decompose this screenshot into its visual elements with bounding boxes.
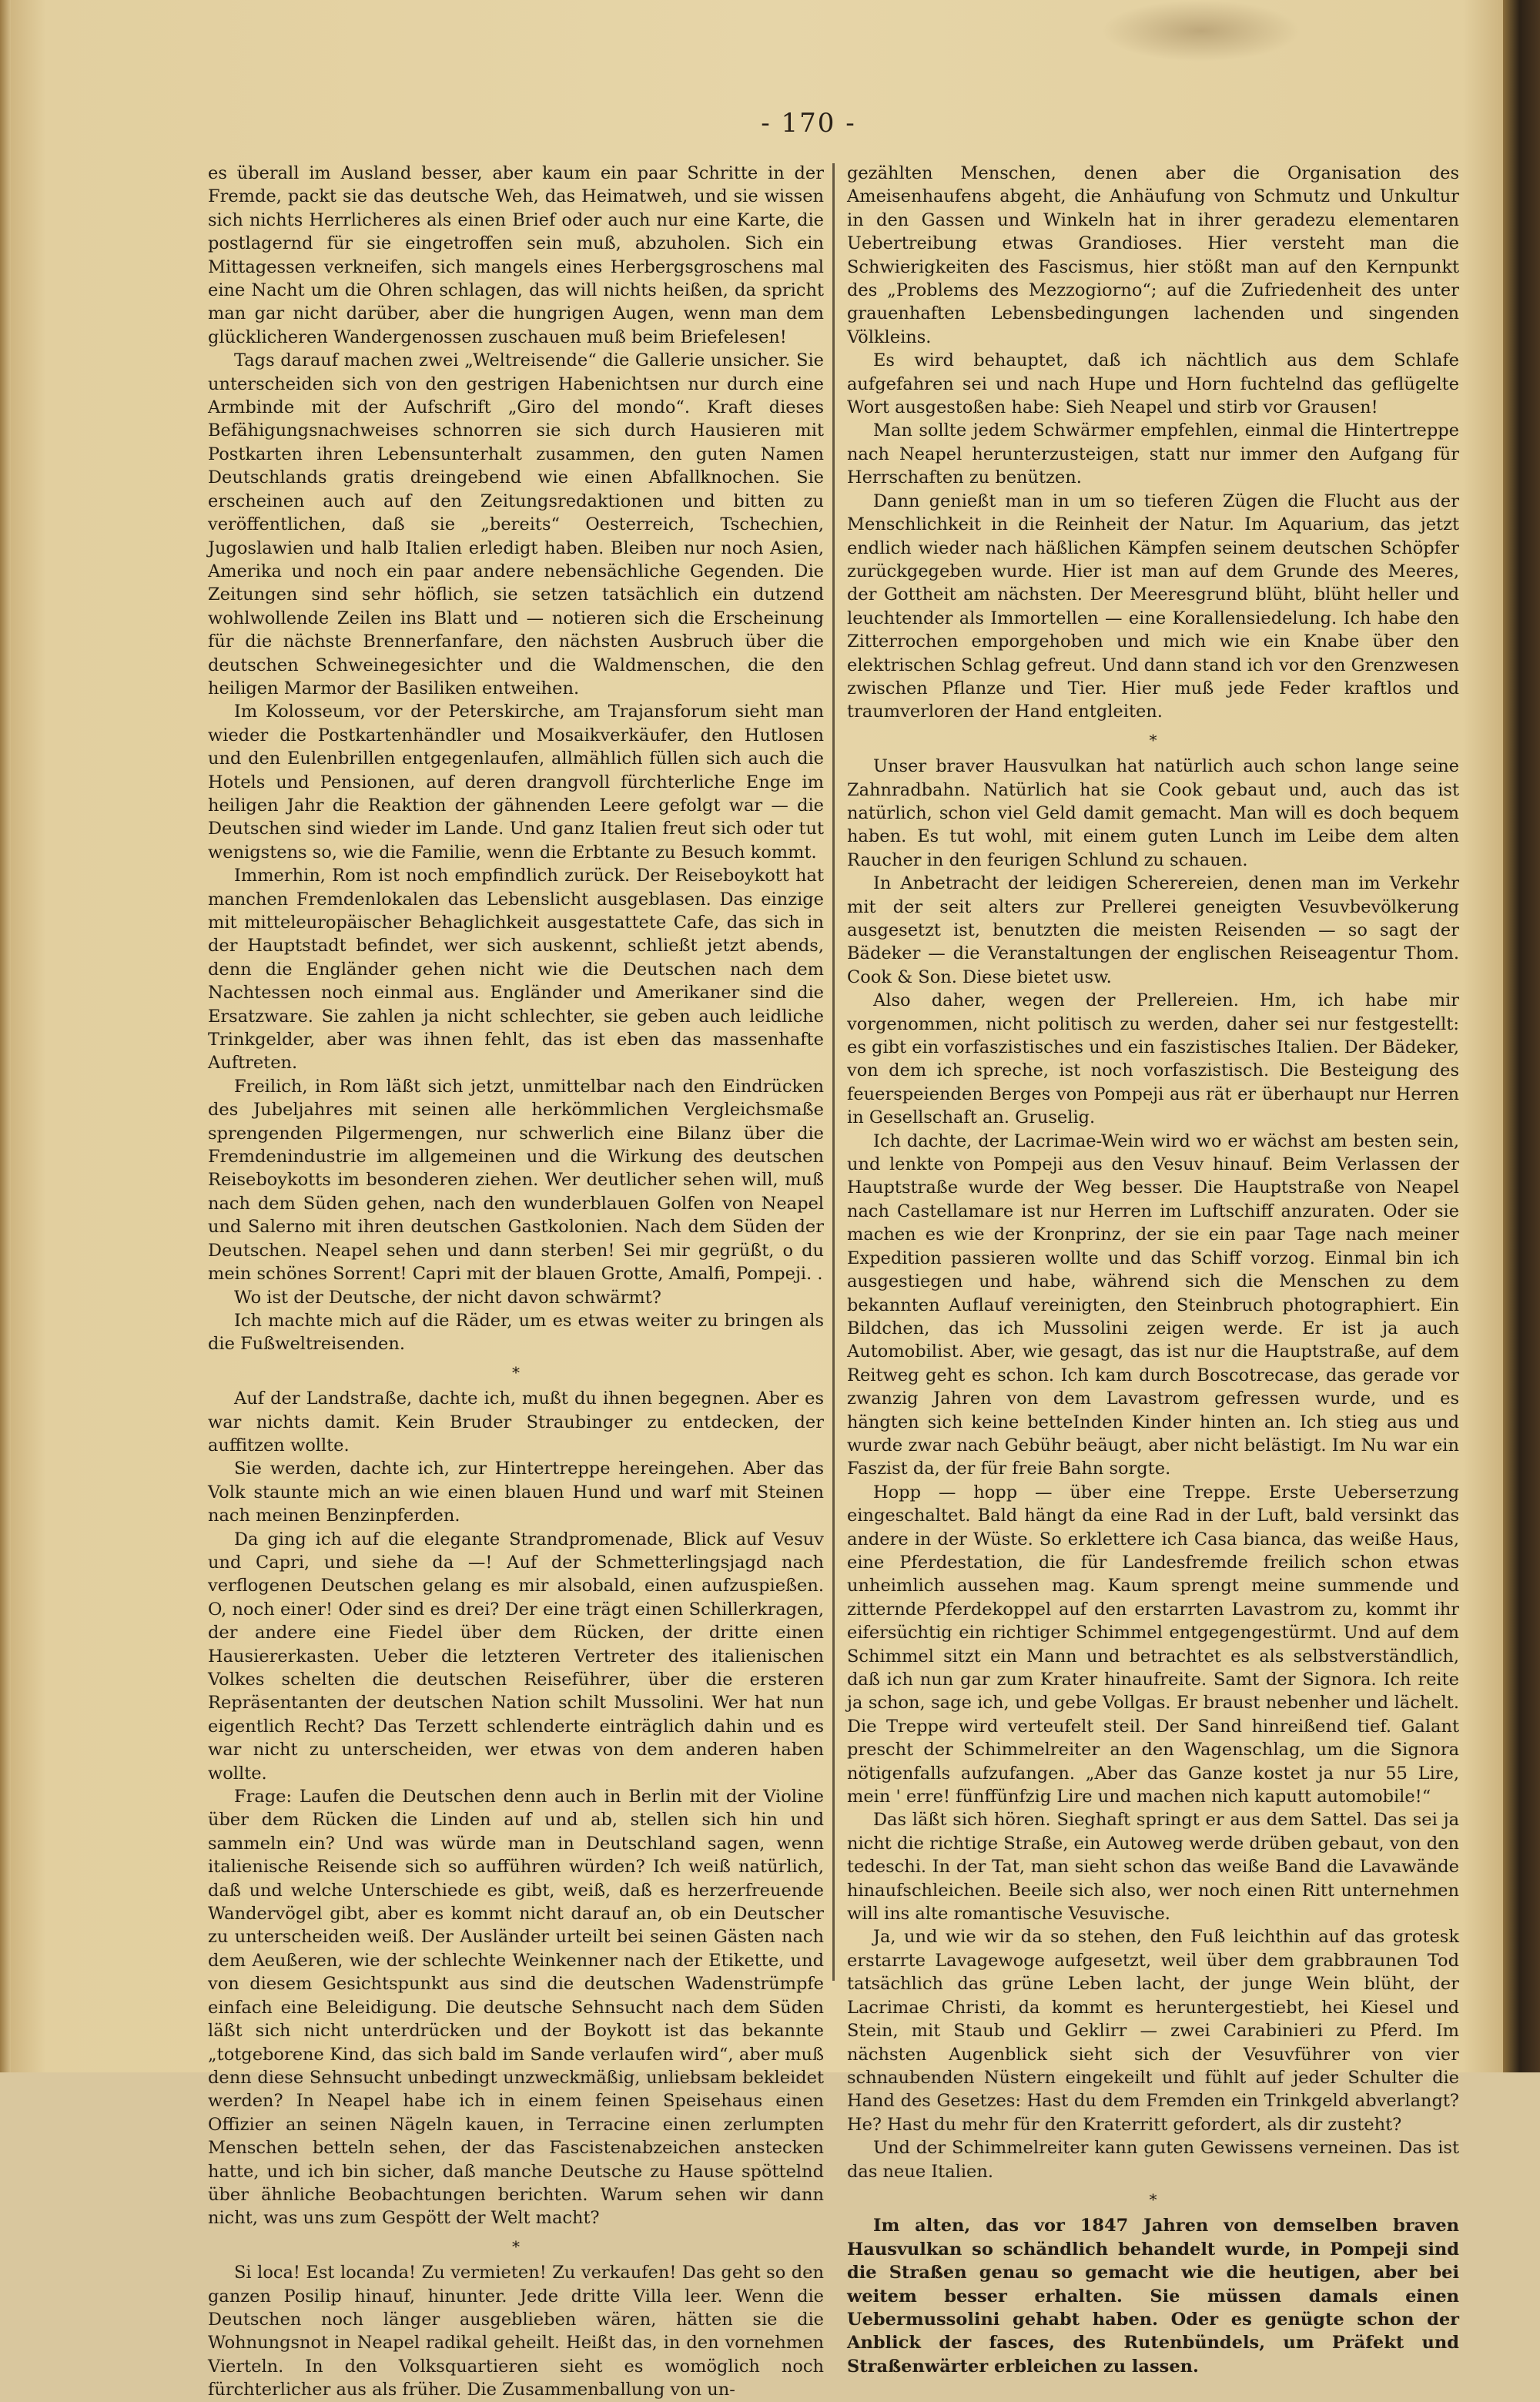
right-column xyxy=(847,162,1459,2378)
left-column xyxy=(208,162,824,2402)
paragraph: Da ging ich auf die elegante Strandpromenade, Blick auf Vesuv und Capri, und siehe da —! Auf der Schmetterlingsjagd nach verflogenen Deutschen gelang es mir alsobald, einen aufzuspießen. O, noch einer! Oder sind es drei? Der eine trägt einen Schillerkragen, der andere eine Fiedel über dem Rücken, der dritte einen Hausiererkasten. Ueber die letzteren Vertreter des italienischen Volkes schelten die deutschen Reiseführer, über die ersteren Repräsentanten der deutschen Nation schilt Mussolini. Wer hat nun eigentlich Recht? Das Terzett schlenderte einträglich dahin und es war nicht zu unterscheiden, wer etwas von dem anderen haben wollte. xyxy=(208,1529,824,1784)
page-edge-left xyxy=(0,0,11,2072)
paragraph: Auf der Landstraße, dachte ich, mußt du ihnen begegnen. Aber es war nichts damit. Kein Bruder Straubinger zu entdecken, der auffitzen wollte. xyxy=(208,1389,824,1456)
paragraph: In Anbetracht der leidigen Scherereien, denen man im Verkehr mit der seit alters zur Prellerei geneigten Vesuvbevölkerung ausgesetzt ist, benutzten die meisten Reisenden — so sagt der Bädeker — die Veranstaltungen der englischen Reiseagentur Thom. Cook & Son. Diese bietet usw. xyxy=(847,873,1459,987)
paragraph: Ja, und wie wir da so stehen, den Fuß leichthin auf das grotesk erstarrte Lavagewoge aufgesetzt, weil über dem grabbraunen Tod tatsächlich das grüne Leben lacht, der junge Wein blüht, der Lacrimae Christi, da kommt es heruntergestiebt, hei Kiesel und Stein, mit Staub und Geklirr — zwei Carabinieri zu Pferd. Im nächsten Augenblick sieht sich der Vesuvführer von vier schnaubenden Nüstern eingekeilt und fühlt auf jeder Schulter die Hand des Gesetzes: Hast du dem Fremden ein Trinkgeld abverlangt? He? Hast du mehr für den Kraterritt gefordert, als dir zusteht? xyxy=(847,1927,1459,2135)
paragraph: Man sollte jedem Schwärmer empfehlen, einmal die Hintertreppe nach Neapel herunterzusteigen, statt nur immer den Aufgang für Herrschaften zu benützen. xyxy=(847,420,1459,488)
paragraph: Tags darauf machen zwei „Weltreisende“ die Gallerie unsicher. Sie unterscheiden sich von den gestrigen Habenichtsen nur durch eine Armbinde mit der Aufschrift „Giro del mondo“. Kraft dieses Befähigungsnachweises schnorren sie sich durch Hausieren mit Postkarten ihren Lebensunterhalt zusammen, den guten Namen Deutschlands gratis dreingebend wie einen Abfallknochen. Sie erscheinen auch auf den Zeitungsredaktionen und bitten zu veröffentlichen, daß sie „bereits“ Oesterreich, Tschechien, Jugoslawien und halb Italien erledigt haben. Bleiben nur noch Asien, Amerika und noch ein paar andere nebensächliche Gegenden. Die Zeitungen sind sehr höflich, sie setzen tatsächlich ein dutzend wohlwollende Zeilen ins Blatt und — notieren sich die Erscheinung für die nächste Brennerfanfare, den nächsten Ausbruch über die deutschen Schweinegesichter und die Waldmenschen, die den heiligen Marmor der Basiliken entweihen. xyxy=(208,350,824,698)
section-divider-asterisk: * xyxy=(512,1362,520,1382)
section-divider-asterisk: * xyxy=(1149,2189,1157,2209)
paragraph: es überall im Ausland besser, aber kaum ein paar Schritte in der Fremde, packt sie das deutsche Weh, das Heimatweh, und sie wissen sich nichts Herrlicheres als einen Brief oder auch nur eine Karte, die postlagernd für sie eingetroffen sein muß, abzuholen. Sich ein Mittagessen verkneifen, sich mangels eines Herbergsgroschens mal eine Nacht um die Ohren schlagen, das will nichts heißen, da spricht man gar nicht darüber, aber die hungrigen Augen, wenn man dem glücklicheren Wandergenossen zuschauen muß beim Briefelesen! xyxy=(208,163,824,347)
paragraph: Im alten, das vor 1847 Jahren von demselben braven Hausvulkan so schändlich behandelt wurde, in Pompeji sind die Straßen genau so gemacht wie die heutigen, aber bei weitem besser erhalten. Sie müssen damals einen Uebermussolini gehabt haben. Oder es genügte schon der Anblick der fasces, des Rutenbündels, um Präfekt und Straßenwärter erbleichen zu lassen. xyxy=(847,2216,1459,2377)
page-number: - 170 - xyxy=(761,108,856,139)
paragraph: Es wird behauptet, daß ich nächtlich aus dem Schlafe aufgefahren sei und nach Hupe und Horn fuchtelnd das geflügelte Wort ausgestoßen habe: Sieh Neapel und stirb vor Grausen! xyxy=(847,350,1459,418)
paragraph: Frage: Laufen die Deutschen denn auch in Berlin mit der Violine über dem Rücken die Linden auf und ab, stellen sich hin und sammeln ein? Und was würde man in Deutschland sagen, wenn italienische Reisende sich so aufführen würden? Ich weiß natürlich, daß und welche Unterschiede es gibt, weiß, daß es herzerfreuende Wandervögel gibt, aber es kommt nicht darauf an, ob ein Deutscher zu unterscheiden weiß. Der Ausländer urteilt bei seinen Gästen nach dem Aeußeren, wie der schlechte Weinkenner nach der Etikette, und von diesem Gesichtspunkt aus sind die deutschen Wadenstrümpfe einfach eine Beleidigung. Die deutsche Sehnsucht nach dem Süden läßt sich nicht unterdrücken und der Boykott ist das bekannte „totgeborene Kind, das sich bald im Sande verlaufen wird“, aber muß denn diese Sehnsucht unbedingt unzweckmäßig, unliebsam bekleidet werden? In Neapel habe ich in einem feinen Speisehaus einen Offizier an seinen Nägeln kauen, in Terracine einen zerlumpten Menschen betteln sehen, der das Fascistenabzeichen anstecken hatte, und ich bin sicher, daß manche Deutsche zu Hause spöttelnd über ähnliche Beobachtungen berichten. Warum sehen wir dann nicht, was uns zum Gespött der Welt macht? xyxy=(208,1787,824,2229)
paragraph: Ich machte mich auf die Räder, um es etwas weiter zu bringen als die Fußweltreisenden. xyxy=(208,1310,824,1355)
paragraph: Ich dachte, der Lacrimae-Wein wird wo er wächst am besten sein, und lenkte von Pompeji aus den Vesuv hinauf. Beim Verlassen der Hauptstraße wurde der Weg besser. Die Hauptstraße von Neapel nach Castellamare ist nur Herren im Luftschiff anzuraten. Oder sie machen es wie der Kronprinz, der sie ein paar Tage nach meiner Expedition passieren wollte und das Schiff vorzog. Einmal bin ich ausgestiegen und habe, während sich die Menschen zu dem bekannten Auflauf vereinigten, den Steinbruch photographiert. Ein Bildchen, das ich Mussolini zeigen werde. Er ist ja auch Automobilist. Aber, wie gesagt, das ist nur die Hauptstraße, auf dem Reitweg geht es schon. Ich kam durch Boscotrecase, das gerade vor zwanzig Jahren von dem Lavastrom gefressen wurde, und es hängten sich keine betteInden Kinder hinten an. Ich stieg aus und wurde zwar nach Gebühr beäugt, aber nicht belästigt. Im Nu war ein Faszist da, der für freie Bahn sorgte. xyxy=(847,1131,1459,1479)
column-rule xyxy=(832,163,835,1981)
paragraph: Unser braver Hausvulkan hat natürlich auch schon lange seine Zahnradbahn. Natürlich hat sie Cook gebaut und, auch das ist natürlich, schon viel Geld damit gemacht. Man will es doch bequem haben. Es tut wohl, mit einem guten Lunch im Leibe dem alten Raucher in den feurigen Schlund zu schauen. xyxy=(847,756,1459,870)
paragraph: Hopp — hopp — über eine Treppe. Erste Ueberseтzung eingeschaltet. Bald hängt da eine Rad in der Luft, bald versinkt das andere in der Wüste. So erklettere ich Casa bianca, das weiße Haus, eine Pferdestation, die für Landesfremde freilich schon etwas unheimlich aussehen mag. Kaum sprengt meine summende und zitternde Pferdekoppel auf den erstarrten Lavastrom zu, kommt ihr eifersüchtig ein richtiger Schimmel entgegengestürmt. Und auf dem Schimmel sitzt ein Mann und betrachtet es als selbstverständlich, daß ich nun gar zum Krater hinaufreite. Samt der Signora. Ich reite ja schon, sage ich, und gebe Vollgas. Er braust nebenher und lächelt. Die Treppe wird verteufelt steil. Der Sand hinreißend tief. Galant prescht der Schimmelreiter an den Wagenschlag, um die Signora nötigenfalls aufzufangen. „Aber das Ganze kostet ja nur 55 Lire, mein ' erre! fünffünfzig Lire und machen nich kaputt automobile!“ xyxy=(847,1482,1459,1807)
paragraph: Im Kolosseum, vor der Peterskirche, am Trajansforum sieht man wieder die Postkartenhändler und Mosaikverkäufer, den Hutlosen und den Eulenbrillen entgegenlaufen, allmählich füllen sich auch die Hotels und Pensionen, auf deren drangvoll fürchterliche Enge im heiligen Jahr die Reaktion der gähnenden Leere gefolgt war — die Deutschen sind wieder im Lande. Und ganz Italien freut sich oder tut wenigstens so, wie die Familie, wenn die Erbtante zu Besuch kommt. xyxy=(208,702,824,863)
paragraph: Si loca! Est locanda! Zu vermieten! Zu verkaufen! Das geht so den ganzen Posilip hinauf, hinunter. Jede dritte Villa leer. Wenn die Deutschen noch länger ausgeblieben wären, hätten sie die Wohnungsnot in Neapel radikal geheilt. Heißt das, in den vornehmen Vierteln. In den Volksquartieren sieht es womöglich noch fürchterlicher aus als früher. Die Zusammenballung von un- xyxy=(208,2263,824,2400)
paragraph: Wo ist der Deutsche, der nicht davon schwärmt? xyxy=(234,1287,661,1308)
paragraph: Sie werden, dachte ich, zur Hintertreppe hereingehen. Aber das Volk staunte mich an wie einen blauen Hund und warf mit Steinen nach meinen Benzinpferden. xyxy=(208,1459,824,1526)
paragraph: Das läßt sich hören. Sieghaft springt er aus dem Sattel. Das sei ja nicht die richtige Straße, ein Autoweg werde drüben gebaut, von den tedeschi. In der Tat, man sieht schon das weiße Band die Lavawände hinaufschleichen. Beeile sich also, wer noch einen Ritt unternehmen will ins alte romantische Vesuvische. xyxy=(847,1810,1459,1925)
paragraph: Und der Schimmelreiter kann guten Gewissens verneinen. Das ist das neue Italien. xyxy=(847,2138,1459,2182)
paragraph: gezählten Menschen, denen aber die Organisation des Ameisenhaufens abgeht, die Anhäufung von Schmutz und Unkultur in den Gassen und Winkeln hat in ihrer geradezu elementaren Uebertreibung etwas Grandioses. Hier versteht man die Schwierigkeiten des Fascismus, hier stößt man auf den Kernpunkt des „Problems des Mezzogiorno“; auf die Zufriedenheit des unter grauenhaften Lebensbedingungen lachenden und singenden Völkleins. xyxy=(847,163,1459,347)
paragraph: Dann genießt man in um so tieferen Zügen die Flucht aus der Menschlichkeit in die Reinheit der Natur. Im Aquarium, das jetzt endlich wieder nach häßlichen Kämpfen seinem deutschen Schöpfer zurückgegeben wurde. Hier ist man auf dem Grunde des Meeres, der Gottheit am nächsten. Der Meeresgrund blüht, blüht heller und leuchtender als Immortellen — eine Korallensiedelung. Ich habe den Zitterrochen emporgehoben und mich wie ein Knabe über den elektrischen Schlag gefreut. Und dann stand ich vor den Grenzwesen zwischen Pflanze und Tier. Hier muß jede Feder kraftlos und traumverloren der Hand entgleiten. xyxy=(847,491,1459,722)
section-divider-asterisk: * xyxy=(1149,730,1157,749)
section-divider-asterisk: * xyxy=(512,2236,520,2256)
book-binding xyxy=(1503,0,1540,2072)
paragraph: Also daher, wegen der Prellereien. Hm, ich habe mir vorgenommen, nicht politisch zu werden, daher sei nur festgestellt: es gibt ein vorfaszistisches und ein faszistisches Italien. Der Bädeker, von dem ich spreche, ist noch vorfaszistisch. Die Besteigung des feuerspeienden Berges von Pompeji aus rät er überhaupt nur Herren in Gesellschaft an. Gruselig. xyxy=(847,990,1459,1128)
paper-stain xyxy=(1101,0,1301,62)
paragraph: Immerhin, Rom ist noch empfindlich zurück. Der Reiseboykott hat manchen Fremdenlokalen das Lebenslicht ausgeblasen. Das einzige mit mitteleuropäischer Behaglichkeit ausgestattete Cafe, das sich in der Hauptstadt befindet, wer sich auskennt, schließt jetzt abends, denn die Engländer gehen nicht wie die Deutschen nach dem Nachtessen noch einmal aus. Engländer und Amerikaner sind die Ersatzware. Sie zahlen ja nicht schlechter, sie geben auch leidliche Trinkgelder, aber was ihnen fehlt, das ist eben das massenhafte Auftreten. xyxy=(208,866,824,1074)
paragraph: Freilich, in Rom läßt sich jetzt, unmittelbar nach den Eindrücken des Jubeljahres mit seinen alle herkömmlichen Vergleichsmaße sprengenden Pilgermengen, nur schwerlich eine Bilanz über die Fremdenindustrie im allgemeinen und die Wirkung des deutschen Reiseboykotts im besonderen ziehen. Wer deutlicher sehen will, muß nach dem Süden gehen, nach den wunderblauen Golfen von Neapel und Salerno mit ihren deutschen Gastkolonien. Nach dem Süden der Deutschen. Neapel sehen und dann sterben! Sei mir gegrüßt, o du mein schönes Sorrent! Capri mit der blauen Grotte, Amalfi, Pompeji. . xyxy=(208,1076,824,1285)
